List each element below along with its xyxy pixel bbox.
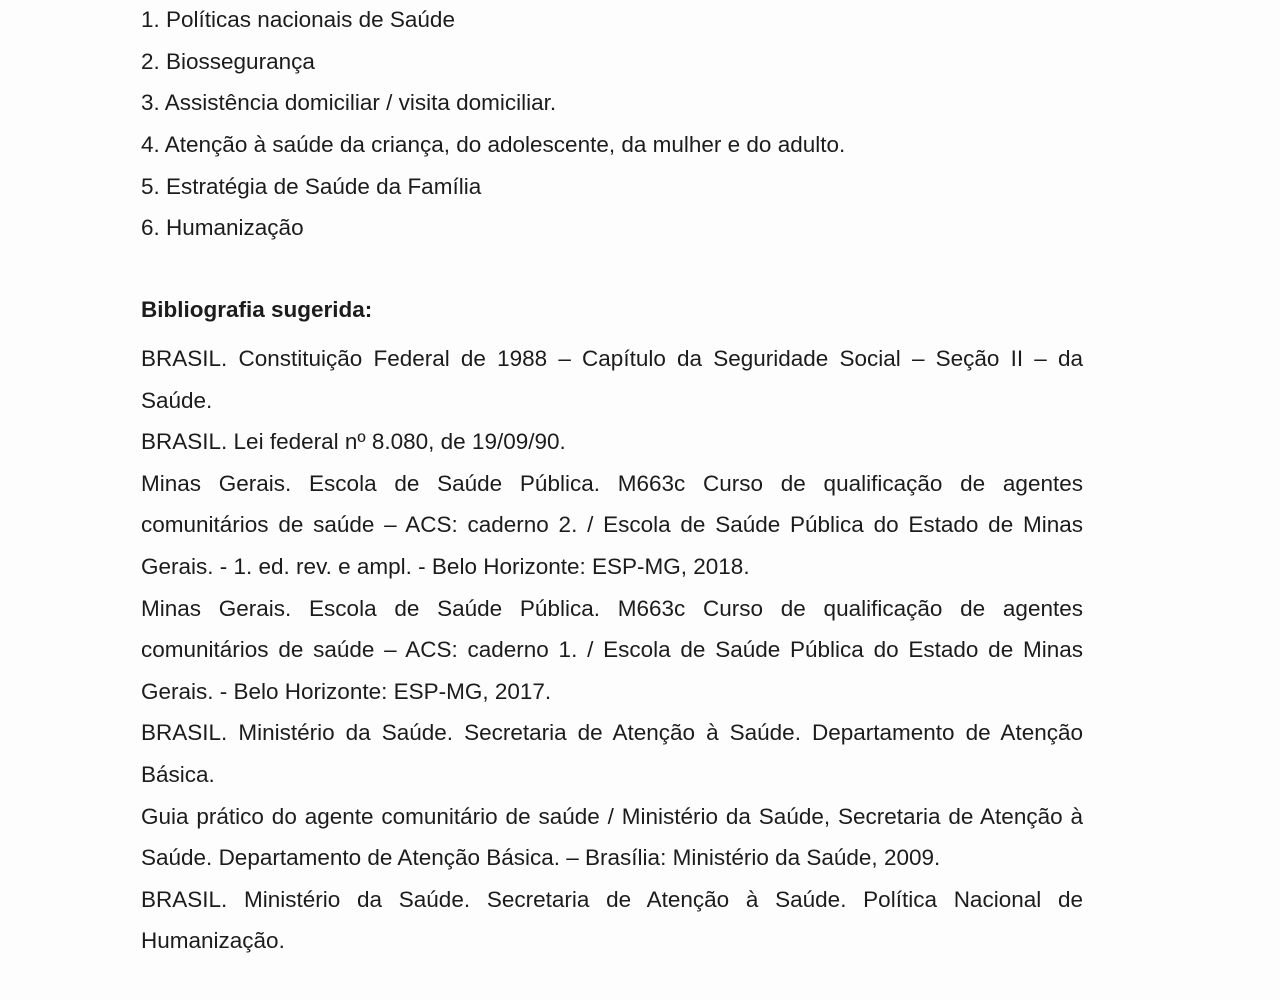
topics-list: [141, 3, 845, 253]
bibliography-entry: Guia prático do agente comunitário de saúde / Ministério da Saúde, Secretaria de Atenção à Saúde. Departamento de Atenção Básica. – Brasília: Ministério da Saúde, 2009.: [141, 803, 1083, 871]
bibliography-list: [141, 338, 1083, 962]
topic-item: 3. Assistência domiciliar / visita domiciliar.: [141, 90, 557, 116]
bibliography-entry: Minas Gerais. Escola de Saúde Pública. M663c Curso de qualificação de agentes comunitários de saúde – ACS: caderno 2. / Escola de Saúde Pública do Estado de Minas Gerais. - 1. ed. rev. e ampl. - Belo Horizonte: ESP-MG, 2018.: [141, 470, 1083, 579]
bibliography-entry: BRASIL. Ministério da Saúde. Secretaria de Atenção à Saúde. Política Nacional de Humanização.: [141, 886, 1083, 954]
topic-item: 2. Biossegurança: [141, 48, 315, 74]
topic-item: 1. Políticas nacionais de Saúde: [141, 7, 455, 32]
topic-item: 6. Humanização: [141, 215, 304, 241]
bibliography-heading: Bibliografia sugerida:: [141, 297, 373, 322]
topic-item: 4. Atenção à saúde da criança, do adolescente, da mulher e do adulto.: [141, 132, 846, 158]
topic-item: 5. Estratégia de Saúde da Família: [141, 173, 482, 199]
bibliography-entry: BRASIL. Constituição Federal de 1988 – Capítulo da Seguridade Social – Seção II – da Saúde.: [141, 346, 1083, 413]
bibliography-entry: BRASIL. Lei federal nº 8.080, de 19/09/90.: [141, 429, 566, 455]
bibliography-entry: BRASIL. Ministério da Saúde. Secretaria de Atenção à Saúde. Departamento de Atenção Básica.: [141, 720, 1083, 787]
bibliography-entry: Minas Gerais. Escola de Saúde Pública. M663c Curso de qualificação de agentes comunitários de saúde – ACS: caderno 1. / Escola de Saúde Pública do Estado de Minas Gerais. - Belo Horizonte: ESP-MG, 2017.: [141, 595, 1083, 704]
